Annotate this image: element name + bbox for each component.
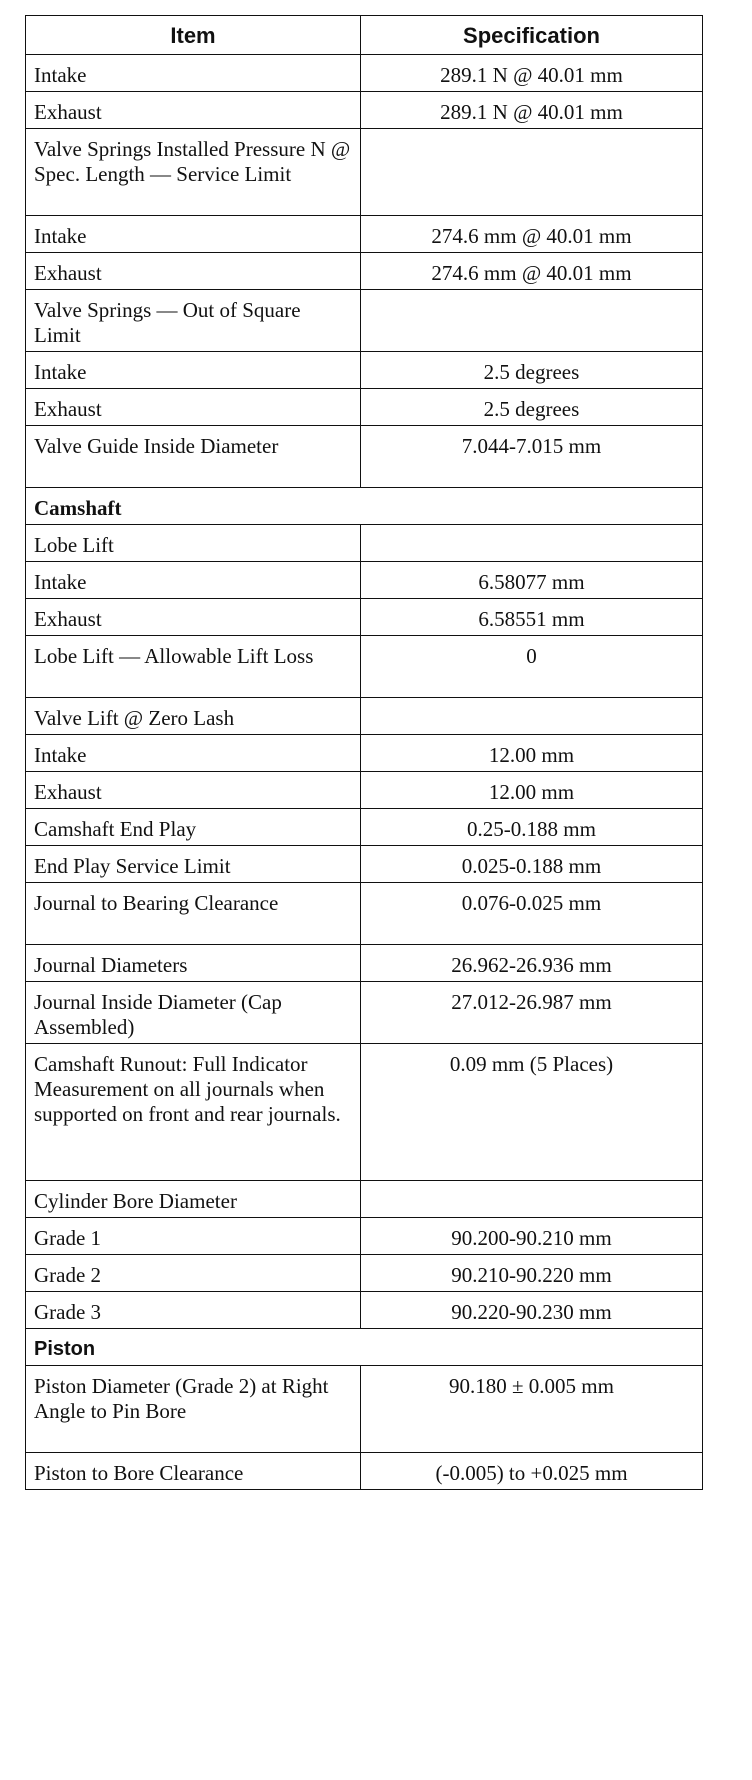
table-row xyxy=(26,525,703,562)
table-row xyxy=(26,55,703,92)
row-item: Grade 2 xyxy=(26,1255,361,1292)
section-row-piston xyxy=(26,1329,703,1366)
row-item: Valve Guide Inside Diameter xyxy=(26,426,361,488)
row-item: Grade 1 xyxy=(26,1218,361,1255)
row-item: Cylinder Bore Diameter xyxy=(26,1181,361,1218)
column-header-item: Item xyxy=(26,16,361,55)
row-item: Valve Springs Installed Pressure N @ Spec. Length — Service Limit xyxy=(26,129,361,216)
table-row xyxy=(26,562,703,599)
row-item: Journal Inside Diameter (Cap Assembled) xyxy=(26,982,361,1044)
table-row xyxy=(26,92,703,129)
row-item: Journal to Bearing Clearance xyxy=(26,883,361,945)
row-item: Valve Lift @ Zero Lash xyxy=(26,698,361,735)
table-row xyxy=(26,982,703,1044)
section-title: Camshaft xyxy=(26,488,703,525)
row-item: Exhaust xyxy=(26,389,361,426)
row-spec: 289.1 N @ 40.01 mm xyxy=(361,92,703,129)
row-spec xyxy=(361,525,703,562)
table-header-row xyxy=(26,16,703,55)
row-spec: 274.6 mm @ 40.01 mm xyxy=(361,216,703,253)
row-item: Piston to Bore Clearance xyxy=(26,1453,361,1490)
table-row xyxy=(26,389,703,426)
table-row xyxy=(26,253,703,290)
table-row xyxy=(26,735,703,772)
row-spec: 274.6 mm @ 40.01 mm xyxy=(361,253,703,290)
section-title: Piston xyxy=(26,1329,703,1366)
row-spec xyxy=(361,129,703,216)
row-spec: 0.25-0.188 mm xyxy=(361,809,703,846)
row-spec: 6.58077 mm xyxy=(361,562,703,599)
table-row xyxy=(26,1181,703,1218)
row-item: Journal Diameters xyxy=(26,945,361,982)
table-row xyxy=(26,599,703,636)
table-row xyxy=(26,883,703,945)
table-row xyxy=(26,945,703,982)
table-row xyxy=(26,129,703,216)
table-row xyxy=(26,1044,703,1181)
row-spec: 90.210-90.220 mm xyxy=(361,1255,703,1292)
row-spec: 90.180 ± 0.005 mm xyxy=(361,1366,703,1453)
row-spec: 0 xyxy=(361,636,703,698)
row-spec: 27.012-26.987 mm xyxy=(361,982,703,1044)
spec-table xyxy=(25,15,703,1490)
table-row xyxy=(26,772,703,809)
row-spec: 6.58551 mm xyxy=(361,599,703,636)
row-item: Camshaft Runout: Full Indicator Measurement on all journals when supported on front and rear journals. xyxy=(26,1044,361,1181)
row-item: Valve Springs — Out of Square Limit xyxy=(26,290,361,352)
row-item: Camshaft End Play xyxy=(26,809,361,846)
row-item: Exhaust xyxy=(26,599,361,636)
row-spec xyxy=(361,1181,703,1218)
row-item: Lobe Lift xyxy=(26,525,361,562)
table-row xyxy=(26,698,703,735)
row-spec: 0.09 mm (5 Places) xyxy=(361,1044,703,1181)
row-spec: 0.076-0.025 mm xyxy=(361,883,703,945)
table-row xyxy=(26,290,703,352)
row-item: Intake xyxy=(26,735,361,772)
row-spec: 0.025-0.188 mm xyxy=(361,846,703,883)
table-row xyxy=(26,1218,703,1255)
row-spec: 12.00 mm xyxy=(361,772,703,809)
row-item: Exhaust xyxy=(26,92,361,129)
table-row xyxy=(26,1453,703,1490)
row-item: Exhaust xyxy=(26,772,361,809)
row-spec: 7.044-7.015 mm xyxy=(361,426,703,488)
table-row xyxy=(26,426,703,488)
row-spec xyxy=(361,698,703,735)
row-item: Lobe Lift — Allowable Lift Loss xyxy=(26,636,361,698)
row-spec: 90.220-90.230 mm xyxy=(361,1292,703,1329)
section-row-camshaft xyxy=(26,488,703,525)
table-row xyxy=(26,1255,703,1292)
row-item: Piston Diameter (Grade 2) at Right Angle to Pin Bore xyxy=(26,1366,361,1453)
row-spec: 2.5 degrees xyxy=(361,352,703,389)
column-header-specification: Specification xyxy=(361,16,703,55)
row-spec: 90.200-90.210 mm xyxy=(361,1218,703,1255)
row-item: Exhaust xyxy=(26,253,361,290)
row-spec: 2.5 degrees xyxy=(361,389,703,426)
table-row xyxy=(26,352,703,389)
table-row xyxy=(26,1292,703,1329)
row-item: Intake xyxy=(26,55,361,92)
row-spec: 12.00 mm xyxy=(361,735,703,772)
table-row xyxy=(26,846,703,883)
row-spec xyxy=(361,290,703,352)
table-row xyxy=(26,809,703,846)
table-row xyxy=(26,1366,703,1453)
row-item: Grade 3 xyxy=(26,1292,361,1329)
row-item: Intake xyxy=(26,562,361,599)
row-item: Intake xyxy=(26,216,361,253)
row-item: End Play Service Limit xyxy=(26,846,361,883)
table-row xyxy=(26,636,703,698)
row-spec: (-0.005) to +0.025 mm xyxy=(361,1453,703,1490)
row-item: Intake xyxy=(26,352,361,389)
row-spec: 26.962-26.936 mm xyxy=(361,945,703,982)
table-row xyxy=(26,216,703,253)
row-spec: 289.1 N @ 40.01 mm xyxy=(361,55,703,92)
